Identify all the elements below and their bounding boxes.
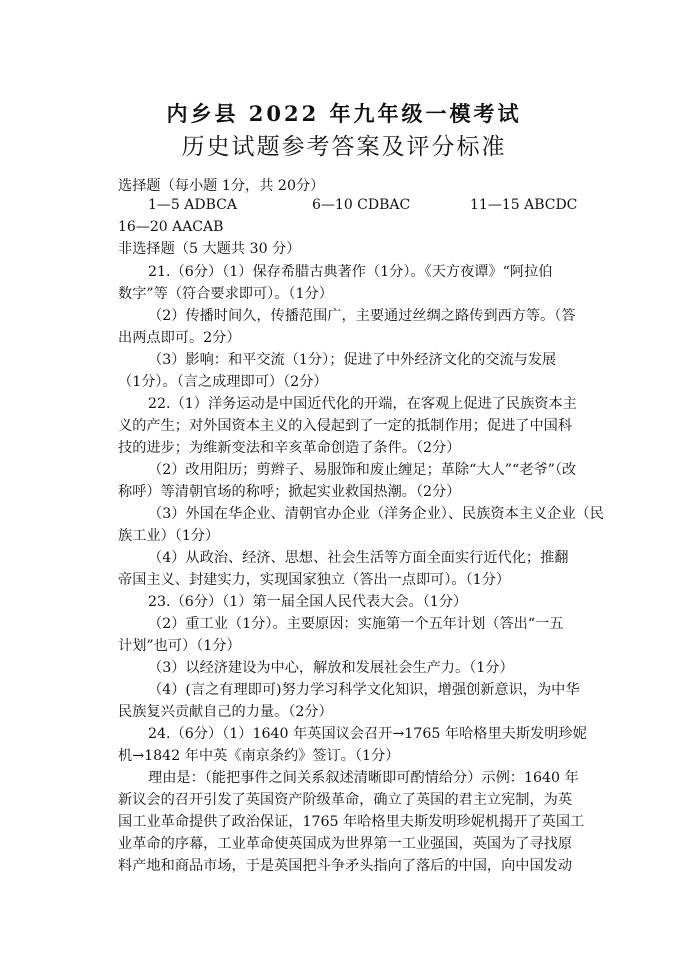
nonchoice-heading: 非选择题（5 大题共 30 分） [118,241,301,257]
answer-line: 计划”也可）（1分） [118,638,241,654]
answer-line: （2）改用阳历；剪辫子、易服饰和废止缠足；革除“大人”“老爷”（改 [148,462,577,478]
answer-line: （3）影响：和平交流（1分）；促进了中外经济文化的交流与发展 [148,352,557,368]
answer-line: 帝国主义、封建实力，实现国家独立（答出一点即可）。（1分） [118,572,511,588]
answer-line: 新议会的召开引发了英国资产阶级革命，确立了英国的君主立宪制，为英 [118,792,573,808]
answer-line: 民族复兴贡献自己的力量。（2分） [118,704,333,720]
answer-line: （2）传播时间久，传播范围广，主要通过丝绸之路传到西方等。（答 [148,308,576,324]
answer-line: 24.（6分）（1）1640 年英国议会召开→1765 年哈格里夫斯发明珍妮 [148,726,587,742]
answer-line: （1分）。（言之成理即可）（2分） [118,374,328,390]
choice-answers-6-10: 6—10 CDBAC [312,197,411,213]
page-title: 内乡县 2022 年九年级一模考试 [166,101,522,126]
answer-line: 业革命的序幕，工业革命使英国成为世界第一工业强国，英国为了寻找原 [118,836,573,852]
answer-line: （3）以经济建设为中心，解放和发展社会生产力。（1分） [148,660,514,676]
answer-line: （3）外国在华企业、清朝官办企业（洋务企业）、民族资本主义企业（民 [148,506,604,522]
answer-line: 义的产生；对外国资本主义的入侵起到了一定的抵制作用；促进了中国科 [118,418,573,434]
answer-line: 机→1842 年中英《南京条约》签订。（1分） [118,748,400,764]
answer-line: 国工业革命提供了政治保证，1765 年哈格里夫斯发明珍妮机揭开了英国工 [118,814,585,830]
choice-heading: 选择题（每小题 1分，共 20分） [118,178,325,194]
answer-line: 理由是：（能把事件之间关系叙述清晰即可酌情给分）示例：1640 年 [148,770,579,786]
answer-line: 出两点即可。2分） [118,330,241,346]
answer-line: （2）重工业（1分）。主要原因：实施第一个五年计划（答出“一五 [148,616,564,632]
answer-line: 数字”等（符合要求即可）。（1分） [118,286,333,302]
choice-answers-11-15: 11—15 ABCDC [470,197,578,213]
answer-line: 称呼）等清朝官场的称呼；掀起实业救国热潮。（2分） [118,484,461,500]
answer-line: （4）从政治、经济、思想、社会生活等方面全面实行近代化；推翻 [148,550,569,566]
choice-answers-1-5: 1—5 ADBCA [148,197,237,213]
answer-line: 21.（6分）（1）保存希腊古典著作（1分）。《天方夜谭》“阿拉伯 [148,264,553,280]
choice-answers-16-20: 16—20 AACAB [118,219,224,235]
answer-line: 22.（1）洋务运动是中国近代化的开端，在客观上促进了民族资本主 [148,396,577,412]
answer-line: 23.（6分）（1）第一届全国人民代表大会。（1分） [148,594,468,610]
page-subtitle: 历史试题参考答案及评分标准 [181,134,507,160]
answer-line: 料产地和商品市场，于是英国把斗争矛头指向了落后的中国，向中国发动 [118,858,573,874]
answer-line: 族工业）（1分） [118,528,220,544]
answer-line: （4）(言之有理即可)努力学习科学文化知识，增强创新意识，为中华 [148,682,580,698]
answer-line: 技的进步；为维新变法和辛亥革命创造了条件。（2分） [118,440,461,456]
